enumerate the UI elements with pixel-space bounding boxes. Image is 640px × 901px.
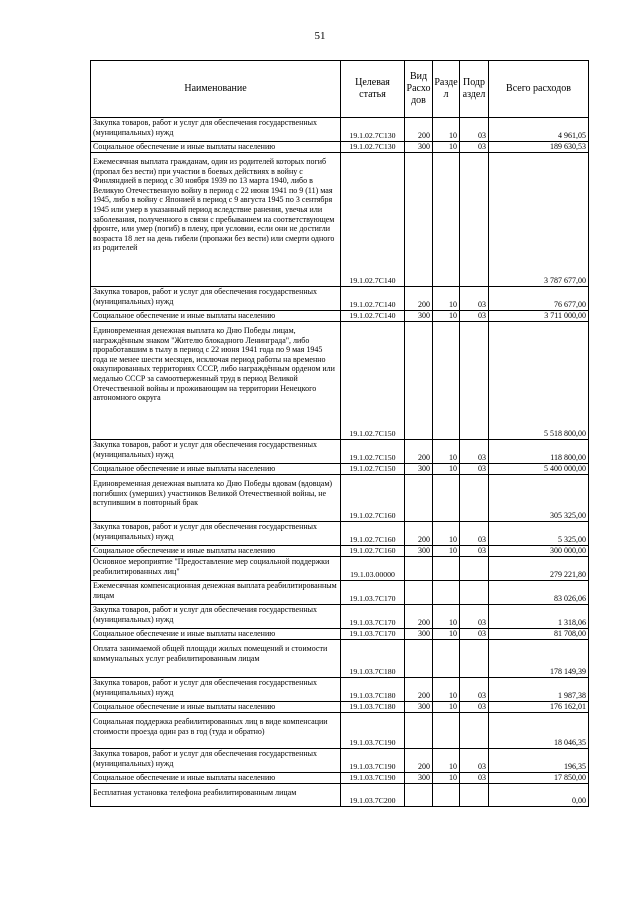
row-target: 19.1.02.7С130 [341,118,405,142]
table-row [91,475,589,522]
row-target: 19.1.03.7С180 [341,640,405,678]
row-name: Закупка товаров, работ и услуг для обеспечения государственных (муниципальных) нужд [91,118,341,142]
row-subsection: 03 [460,522,489,546]
row-name: Единовременная денежная выплата ко Дню Победы лицам, награждённым знаком "Жителю блокадного Ленинграда", либо проработавшим в тылу в период с 22 июня 1941 года по 9 мая 1945 года не менее шести месяцев, исключая период работы на временно оккупированных территориях СССР, либо награждённым орденом или медалью СССР за самоотверженный труд в период Великой Отечественной войны и проживающим на территории Ненецкого автономного округа [91,322,341,440]
row-amount: 300 000,00 [489,546,589,557]
row-section [433,322,460,440]
row-target: 19.1.03.7С170 [341,629,405,640]
header-section: Разде л [433,61,460,118]
row-kind [405,153,433,287]
row-amount: 118 800,00 [489,440,589,464]
table-row [91,678,589,702]
row-amount: 279 221,80 [489,557,589,581]
row-kind: 200 [405,522,433,546]
row-amount: 18 046,35 [489,713,589,749]
row-section: 10 [433,287,460,311]
row-name: Бесплатная установка телефона реабилитированным лицам [91,784,341,807]
row-target: 19.1.02.7С150 [341,464,405,475]
row-target: 19.1.03.7С170 [341,581,405,605]
table-row [91,142,589,153]
row-subsection [460,713,489,749]
row-subsection [460,581,489,605]
row-target: 19.1.02.7С150 [341,322,405,440]
row-amount: 3 787 677,00 [489,153,589,287]
row-section: 10 [433,749,460,773]
table-row [91,605,589,629]
row-amount: 3 711 000,00 [489,311,589,322]
row-target: 19.1.02.7С140 [341,287,405,311]
row-amount: 176 162,01 [489,702,589,713]
table-row [91,629,589,640]
row-subsection: 03 [460,702,489,713]
header-subsection: Подр аздел [460,61,489,118]
table-row [91,287,589,311]
row-subsection [460,557,489,581]
row-name: Социальное обеспечение и иные выплаты населению [91,629,341,640]
row-subsection [460,640,489,678]
table-row [91,773,589,784]
row-subsection: 03 [460,464,489,475]
row-section: 10 [433,142,460,153]
table-row [91,749,589,773]
row-amount: 5 325,00 [489,522,589,546]
row-name: Закупка товаров, работ и услуг для обеспечения государственных (муниципальных) нужд [91,678,341,702]
row-name: Социальное обеспечение и иные выплаты населению [91,773,341,784]
row-subsection: 03 [460,749,489,773]
row-name: Единовременная денежная выплата ко Дню Победы вдовам (вдовцам) погибших (умерших) участников Великой Отечественной войны, не вступившим в повторный брак [91,475,341,522]
row-kind [405,784,433,807]
row-target: 19.1.02.7С140 [341,153,405,287]
row-section [433,557,460,581]
header-target: Целевая статья [341,61,405,118]
row-section: 10 [433,546,460,557]
row-subsection [460,475,489,522]
row-section: 10 [433,773,460,784]
row-kind: 300 [405,142,433,153]
row-name: Закупка товаров, работ и услуг для обеспечения государственных (муниципальных) нужд [91,522,341,546]
row-kind [405,640,433,678]
header-total: Всего расходов [489,61,589,118]
row-section [433,153,460,287]
row-subsection: 03 [460,311,489,322]
row-section [433,784,460,807]
table-row [91,311,589,322]
row-section: 10 [433,311,460,322]
row-section: 10 [433,440,460,464]
row-section: 10 [433,605,460,629]
row-target: 19.1.03.00000 [341,557,405,581]
row-kind: 200 [405,118,433,142]
row-subsection: 03 [460,440,489,464]
row-kind: 200 [405,440,433,464]
row-target: 19.1.03.7С190 [341,749,405,773]
row-name: Социальное обеспечение и иные выплаты населению [91,142,341,153]
row-section: 10 [433,702,460,713]
table-row [91,153,589,287]
row-kind: 300 [405,311,433,322]
row-target: 19.1.02.7С160 [341,546,405,557]
row-section [433,713,460,749]
row-amount: 178 149,39 [489,640,589,678]
row-amount: 1 987,38 [489,678,589,702]
row-section [433,640,460,678]
row-target: 19.1.03.7С170 [341,605,405,629]
row-section: 10 [433,118,460,142]
row-amount: 5 400 000,00 [489,464,589,475]
table-row [91,522,589,546]
row-amount: 76 677,00 [489,287,589,311]
row-name: Социальное обеспечение и иные выплаты населению [91,546,341,557]
row-kind: 300 [405,773,433,784]
table-row [91,713,589,749]
row-subsection: 03 [460,678,489,702]
table-row [91,440,589,464]
row-target: 19.1.03.7С180 [341,702,405,713]
row-section: 10 [433,629,460,640]
row-name: Социальная поддержка реабилитированных лиц в виде компенсации стоимости проезда один раз в год (туда и обратно) [91,713,341,749]
row-kind: 300 [405,464,433,475]
header-kind: Вид Расхо дов [405,61,433,118]
table-row [91,118,589,142]
page-number: 51 [314,30,326,42]
row-kind: 200 [405,749,433,773]
row-subsection: 03 [460,546,489,557]
row-name: Социальное обеспечение и иные выплаты населению [91,311,341,322]
row-subsection: 03 [460,118,489,142]
row-subsection: 03 [460,629,489,640]
row-target: 19.1.02.7С130 [341,142,405,153]
table-row [91,581,589,605]
table-body [91,118,589,807]
row-section: 10 [433,678,460,702]
row-target: 19.1.03.7С190 [341,713,405,749]
row-target: 19.1.02.7С150 [341,440,405,464]
row-amount: 5 518 800,00 [489,322,589,440]
row-amount: 1 318,06 [489,605,589,629]
row-name: Основное мероприятие "Предоставление мер социальной поддержки реабилитированных лиц" [91,557,341,581]
row-subsection: 03 [460,142,489,153]
row-name: Закупка товаров, работ и услуг для обеспечения государственных (муниципальных) нужд [91,287,341,311]
table-row [91,464,589,475]
row-name: Закупка товаров, работ и услуг для обеспечения государственных (муниципальных) нужд [91,440,341,464]
row-subsection: 03 [460,287,489,311]
row-amount: 17 850,00 [489,773,589,784]
table-row [91,702,589,713]
row-kind [405,475,433,522]
row-kind: 200 [405,287,433,311]
row-subsection: 03 [460,605,489,629]
row-name: Социальное обеспечение и иные выплаты населению [91,464,341,475]
row-name: Закупка товаров, работ и услуг для обеспечения государственных (муниципальных) нужд [91,605,341,629]
row-kind [405,322,433,440]
table-row [91,322,589,440]
row-amount: 0,00 [489,784,589,807]
table-row [91,640,589,678]
table-header-row [91,61,589,118]
row-subsection: 03 [460,773,489,784]
budget-table [90,60,589,807]
row-kind: 300 [405,629,433,640]
row-amount: 305 325,00 [489,475,589,522]
row-name: Оплата занимаемой общей площади жилых помещений и стоимости коммунальных услуг реабилитированным лицам [91,640,341,678]
row-target: 19.1.03.7С190 [341,773,405,784]
row-target: 19.1.02.7С160 [341,522,405,546]
row-target: 19.1.03.7С180 [341,678,405,702]
header-name: Наименование [91,61,341,118]
row-section: 10 [433,464,460,475]
row-target: 19.1.02.7С140 [341,311,405,322]
row-amount: 196,35 [489,749,589,773]
row-name: Ежемесячная компенсационная денежная выплата реабилитированным лицам [91,581,341,605]
table-row [91,557,589,581]
row-section: 10 [433,522,460,546]
row-subsection [460,322,489,440]
row-name: Социальное обеспечение и иные выплаты населению [91,702,341,713]
row-kind: 200 [405,678,433,702]
row-kind: 300 [405,546,433,557]
row-amount: 189 630,53 [489,142,589,153]
row-section [433,581,460,605]
row-kind: 200 [405,605,433,629]
table-row [91,784,589,807]
row-amount: 83 026,06 [489,581,589,605]
row-kind [405,581,433,605]
row-amount: 81 708,00 [489,629,589,640]
row-kind: 300 [405,702,433,713]
row-target: 19.1.02.7С160 [341,475,405,522]
row-name: Закупка товаров, работ и услуг для обеспечения государственных (муниципальных) нужд [91,749,341,773]
row-kind [405,713,433,749]
row-subsection [460,784,489,807]
row-section [433,475,460,522]
row-amount: 4 961,05 [489,118,589,142]
row-subsection [460,153,489,287]
row-kind [405,557,433,581]
row-target: 19.1.03.7С200 [341,784,405,807]
row-name: Ежемесячная выплата гражданам, один из родителей которых погиб (пропал без вести) при участии в боевых действиях в войну с Финляндией в период с 30 ноября 1939 по 13 марта 1940, либо в Великую Отечественную войну в период с 22 июня 1941 по 9 (11) мая 1945, либо в войну с Японией в период с 9 августа 1945 по 3 сентября 1945 или умер в указанный период вследствие ранения, увечья или заболевания, полученного в связи с пребыванием на соответствующем фронте, или умер (погиб) в плену, при условии, если они не достигли возраста 18 лет на день гибели (пропажи без вести) или смерти одного из родителей [91,153,341,287]
table-row [91,546,589,557]
